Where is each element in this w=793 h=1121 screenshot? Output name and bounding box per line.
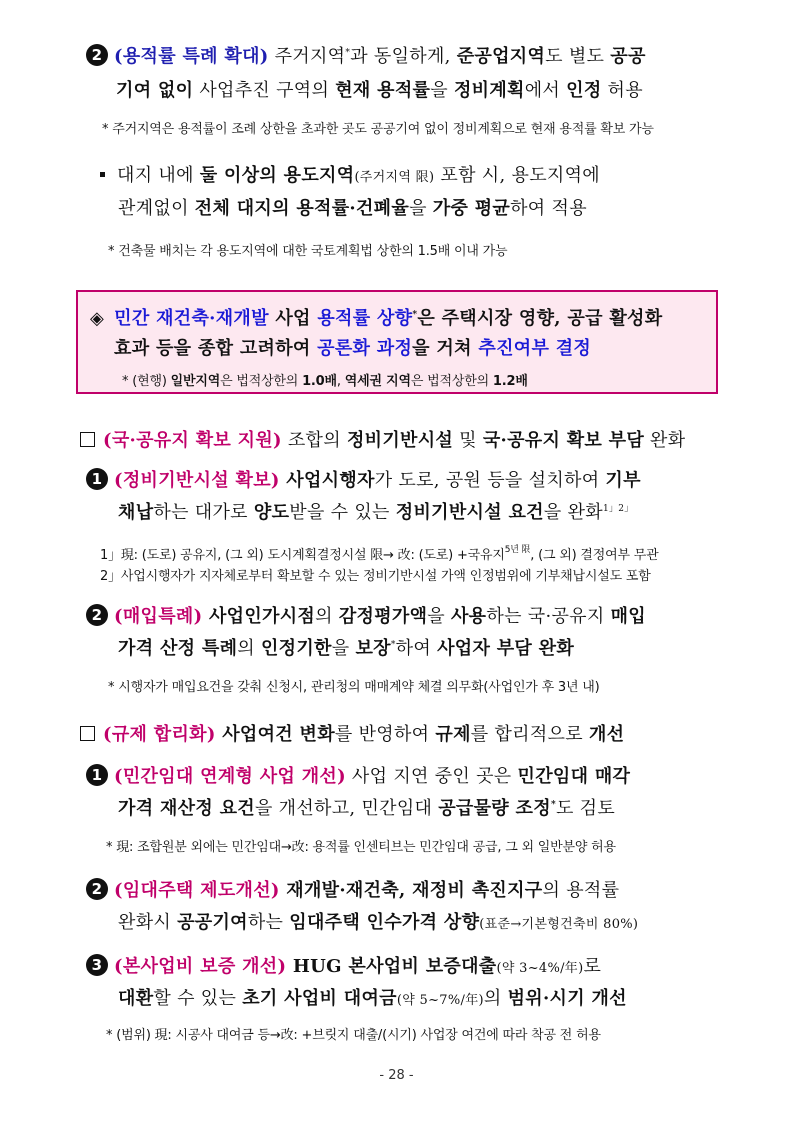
footnote: * (범위) 現: 시공사 대여금 등→改: +브릿지 대출/(시기) 사업장 여건에 따라 착공 전 허용 xyxy=(106,1028,601,1043)
bullet-square xyxy=(100,172,105,177)
item-heading: (매입특례) xyxy=(114,606,203,627)
text-blue: 공론화 과정 xyxy=(317,338,413,359)
text: 및 xyxy=(453,430,483,451)
text: 의 xyxy=(315,606,339,627)
text-bold: 규제 xyxy=(435,724,471,745)
text-bold: 둘 이상의 용도지역 xyxy=(199,165,355,186)
text: 조합의 xyxy=(281,430,347,451)
text: 을 xyxy=(409,198,433,219)
text-bold: , xyxy=(398,880,413,901)
section-regulation xyxy=(80,720,624,746)
text-bold: 1.0배 xyxy=(302,374,337,389)
text: 사업 지연 중인 곳은 xyxy=(345,766,518,787)
circled-number-2: 2 xyxy=(86,604,108,626)
text-bold: 공급물량 조정 xyxy=(438,798,551,819)
text-bold: 대환 xyxy=(118,988,154,1009)
text: 하는 대가로 xyxy=(153,502,254,523)
text: 대지 내에 xyxy=(117,165,200,186)
highlight-box xyxy=(76,290,718,394)
footnote: * 주거지역은 용적률이 조례 상한을 초과한 곳도 공공기여 없이 정비계획으로 현재 용적률 확보 가능 xyxy=(102,122,654,137)
text: 하는 xyxy=(247,912,290,933)
text-bold: 전체 대지의 용적률·건폐율 xyxy=(194,198,410,219)
text-bold: 감정평가액 xyxy=(338,606,428,627)
item-heading: (임대주택 제도개선) xyxy=(114,880,280,901)
text-blue: 추진여부 결정 xyxy=(478,338,592,359)
text: 하여 적용 xyxy=(510,198,587,219)
section-heading: (규제 합리화) xyxy=(103,724,216,745)
circled-number-1: 1 xyxy=(86,764,108,786)
checkbox-square-icon xyxy=(80,432,95,447)
text-bold: 사업시행자 xyxy=(279,470,375,491)
text-bold: 재개발·재건축 xyxy=(279,880,399,901)
text: 하여 xyxy=(395,638,438,659)
page-number: - 28 - xyxy=(379,1068,414,1083)
text-bold: 개선 xyxy=(588,724,625,745)
checkbox-square-icon xyxy=(80,726,95,741)
text: 사업추진 구역의 xyxy=(193,80,336,101)
text-bold: 사용 xyxy=(450,606,487,627)
text: 도 별도 xyxy=(545,46,611,67)
text-bold: 인정 xyxy=(566,80,602,101)
circled-number-3: 3 xyxy=(86,954,108,976)
text: 도 검토 xyxy=(555,798,616,819)
text: 허용 xyxy=(601,80,643,101)
text: 의 xyxy=(237,638,261,659)
text: , xyxy=(336,374,345,389)
circled-number-2: 2 xyxy=(86,44,108,66)
text: 과 동일하게, xyxy=(350,46,457,67)
footnote-mark: * xyxy=(345,48,351,58)
text: 주거지역 xyxy=(268,46,346,67)
text-bold: 은 주택시장 영향, 공급 활성화 xyxy=(417,308,663,329)
footnote-mark: * xyxy=(390,640,396,650)
text-bold: 정비기반시설 요건 xyxy=(395,502,544,523)
text: 의 용적률 xyxy=(542,880,620,901)
diamond-icon: ◈ xyxy=(90,308,105,329)
text: 관계없이 xyxy=(118,198,195,219)
text: 을 완화 xyxy=(543,502,603,523)
text-bold: 효과 등을 종합 고려하여 xyxy=(114,338,318,359)
text: 의 xyxy=(483,988,508,1009)
text-bold: 사업인가시점 xyxy=(202,606,316,627)
text-bold: 재정비 촉진지구 xyxy=(412,880,543,901)
text-bold: 공공기여 xyxy=(177,912,248,933)
section-heading: (국·공유지 확보 지원) xyxy=(103,430,282,451)
section-land-support xyxy=(80,426,685,452)
footnote-mark: 5년 限 xyxy=(504,545,531,555)
text-bold: 보장 xyxy=(355,638,391,659)
text-bold: 가격 재산정 요건 xyxy=(118,798,255,819)
text: 를 반영하여 xyxy=(334,724,436,745)
text-bold: 을 거쳐 xyxy=(412,338,479,359)
text: 포함 시, 용도지역에 xyxy=(434,165,600,186)
text: 을 xyxy=(331,638,356,659)
footnote: , (그 외) 결정여부 무관 xyxy=(530,548,659,563)
item-heading: (본사업비 보증 개선) xyxy=(114,956,287,977)
text: * (현행) xyxy=(122,374,171,389)
footnote: 2」사업시행자가 지자체로부터 확보할 수 있는 정비기반시설 가액 인정범위에 기부채납시설도 포함 xyxy=(100,569,651,584)
text: 완화 xyxy=(644,430,686,451)
text-bold: 현재 용적률 xyxy=(335,80,431,101)
text-bold: 사업 xyxy=(268,308,318,329)
text-blue: 민간 재건축·재개발 xyxy=(114,308,269,329)
text-bold: 범위·시기 개선 xyxy=(507,988,627,1009)
text: 을 개선하고, 민간임대 xyxy=(254,798,439,819)
text-small: (표준→기본형건축비 80%) xyxy=(479,917,639,932)
text: 을 xyxy=(427,606,451,627)
footnote: * 건축물 배치는 각 용도지역에 대한 국토계획법 상한의 1.5배 이내 가능 xyxy=(108,244,508,259)
text-blue: 용적률 상향 xyxy=(317,308,413,329)
text: 가 도로, 공원 등을 설치하여 xyxy=(374,470,606,491)
text-small: (약 5~7%/年) xyxy=(396,993,484,1008)
item-heading: (민간임대 연계형 사업 개선) xyxy=(114,766,346,787)
text-bold: 가격 산정 특례 xyxy=(118,638,238,659)
text: 은 법적상한의 xyxy=(410,374,493,389)
text-bold: 사업자 부담 완화 xyxy=(437,638,575,659)
footnote-mark: * xyxy=(550,800,556,810)
text-bold: 채납 xyxy=(118,502,154,523)
text-small: (주거지역 限) xyxy=(354,170,435,185)
text: 을 xyxy=(430,80,454,101)
text-small: (약 3~4%/年) xyxy=(496,961,584,976)
text-bold: HUG 본사업비 보증대출 xyxy=(286,956,497,977)
text-bold: 국·공유지 확보 부담 xyxy=(482,430,645,451)
text-bold: 기여 없이 xyxy=(116,80,194,101)
footnote-mark: 1」2」 xyxy=(602,504,634,514)
text: 은 법적상한의 xyxy=(220,374,303,389)
text-bold: 임대주택 인수가격 상향 xyxy=(289,912,480,933)
text-bold: 가중 평균 xyxy=(432,198,511,219)
text-bold: 일반지역 xyxy=(170,374,221,389)
text-bold: 정비계획 xyxy=(453,80,525,101)
text-bold: 인정기한 xyxy=(260,638,332,659)
text-bold: 공공 xyxy=(610,46,646,67)
text-bold: 민간임대 매각 xyxy=(517,766,631,787)
footnote: 1」現: (도로) 공유지, (그 외) 도시계획결정시설 限→ 改: (도로) +국유지 xyxy=(100,548,505,563)
circled-number-1: 1 xyxy=(86,468,108,490)
text-bold: 매입 xyxy=(610,606,646,627)
item-heading: (용적률 특례 확대) xyxy=(114,46,269,67)
text-bold: 사업여건 변화 xyxy=(215,724,335,745)
text-bold: 역세권 지역 xyxy=(344,374,411,389)
text: 로 xyxy=(583,956,602,977)
text: 할 수 있는 xyxy=(153,988,243,1009)
text-bold: 정비기반시설 xyxy=(346,430,454,451)
text-bold: 1.2배 xyxy=(492,374,528,389)
text: 를 합리적으로 xyxy=(470,724,589,745)
footnote: * 시행자가 매입요건을 갖춰 신청시, 관리청의 매매계약 체결 의무화(사업인가 후 3년 내) xyxy=(108,680,600,695)
text-bold: 양도 xyxy=(253,502,290,523)
text-bold: 준공업지역 xyxy=(456,46,546,67)
text: 하는 국·공유지 xyxy=(486,606,611,627)
footnote-mark: * xyxy=(412,310,418,320)
text: 완화시 xyxy=(118,912,178,933)
item-heading: (정비기반시설 확보) xyxy=(114,470,280,491)
text: 받을 수 있는 xyxy=(289,502,396,523)
footnote: * 現: 조합원분 외에는 민간임대→改: 용적률 인센티브는 민간임대 공급, 그 외 일반분양 허용 xyxy=(106,840,616,855)
text-bold: 초기 사업비 대여금 xyxy=(242,988,397,1009)
text: 에서 xyxy=(524,80,567,101)
circled-number-2: 2 xyxy=(86,878,108,900)
text-bold: 기부 xyxy=(605,470,641,491)
